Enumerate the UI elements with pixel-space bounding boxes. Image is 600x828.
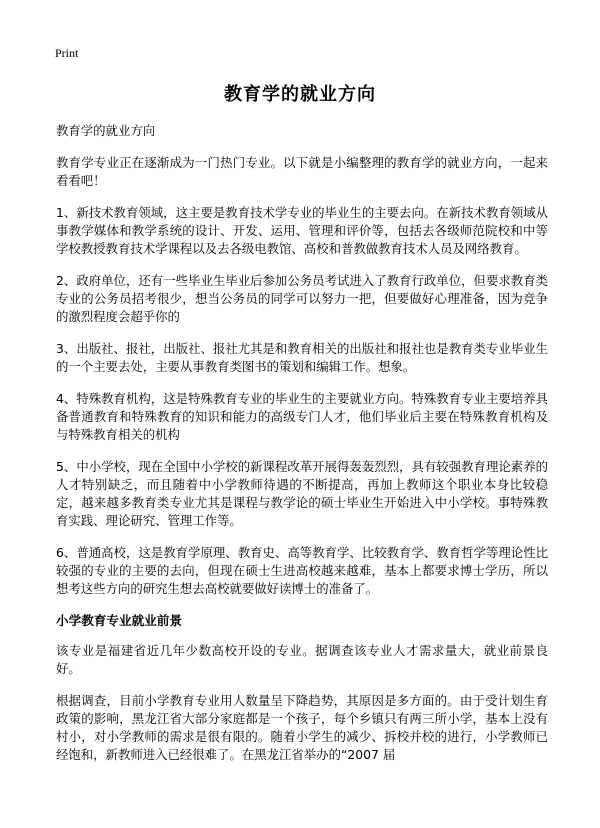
intro-paragraph: 教育学专业正在逐渐成为一门热门专业。以下就是小编整理的教育学的就业方向，一起来看看吧！ [56, 155, 548, 188]
article-subtitle: 教育学的就业方向 [56, 123, 156, 138]
page-title: 教育学的就业方向 [224, 84, 376, 105]
list-item: 3、出版社、报社，出版社、报社尤其是和教育相关的出版社和报社也是教育类专业毕业生的一个主要去处，主要从事教育类图书的策划和编辑工作。想象。 [56, 341, 548, 374]
list-item: 6、普通高校，这是教育学原理、教育史、高等教育学、比较教育学、教育哲学等理论性比较强的专业的主要的去向，但现在硕士生进高校越来越难，基本上都要求博士学历，所以想考这些方向的研究生想去高校就要做好读博士的准备了。 [56, 545, 548, 596]
section-heading: 小学教育专业就业前景 [56, 613, 182, 628]
list-item: 2、政府单位，还有一些毕业生毕业后参加公务员考试进入了教育行政单位，但要求教育类专业的公务员招考很少，想当公务员的同学可以努力一把，但要做好心理准备，因为竞争的激烈程度会超乎你的 [56, 273, 548, 324]
section-paragraph: 该专业是福建省近几年少数高校开设的专业。据调查该专业人才需求量大，就业前景良好。 [56, 643, 548, 676]
list-item: 1、新技术教育领域，这主要是教育技术学专业的毕业生的主要去向。在新技术教育领域从事教学媒体和教学系统的设计、开发、运用、管理和评价等，包括去各级师范院校和中等学校教授教育技术学课程以及去各级电教馆、高校和普教做教育技术人员及网络教育。 [56, 205, 548, 256]
list-item: 4、特殊教育机构，这是特殊教育专业的毕业生的主要就业方向。特殊教育专业主要培养具备普通教育和特殊教育的知识和能力的高级专门人才，他们毕业后主要在特殊教育机构及与特殊教育相关的机构 [56, 391, 548, 442]
article-body [56, 122, 548, 778]
section-paragraph: 根据调查，目前小学教育专业用人数量呈下降趋势，其原因是多方面的。由于受计划生育政策的影响，黑龙江省大部分家庭都是一个孩子，每个乡镇只有两三所小学，基本上没有村小，对小学教师的需求是很有限的。随着小学生的减少、拆校并校的进行，小学教师已经饱和，新教师进入已经很难了。在黑龙江省举办的“2007 届 [56, 693, 548, 762]
print-link[interactable]: Print [55, 46, 79, 60]
list-item: 5、中小学校，现在全国中小学校的新课程改革开展得轰轰烈烈，具有较强教育理论素养的人才特别缺乏，而且随着中小学教师待遇的不断提高，再加上教师这个职业本身比较稳定，越来越多教育类专业尤其是课程与教学论的硕士毕业生开始进入中小学校。事特殊教育实践、理论研究、管理工作等。 [56, 459, 548, 528]
